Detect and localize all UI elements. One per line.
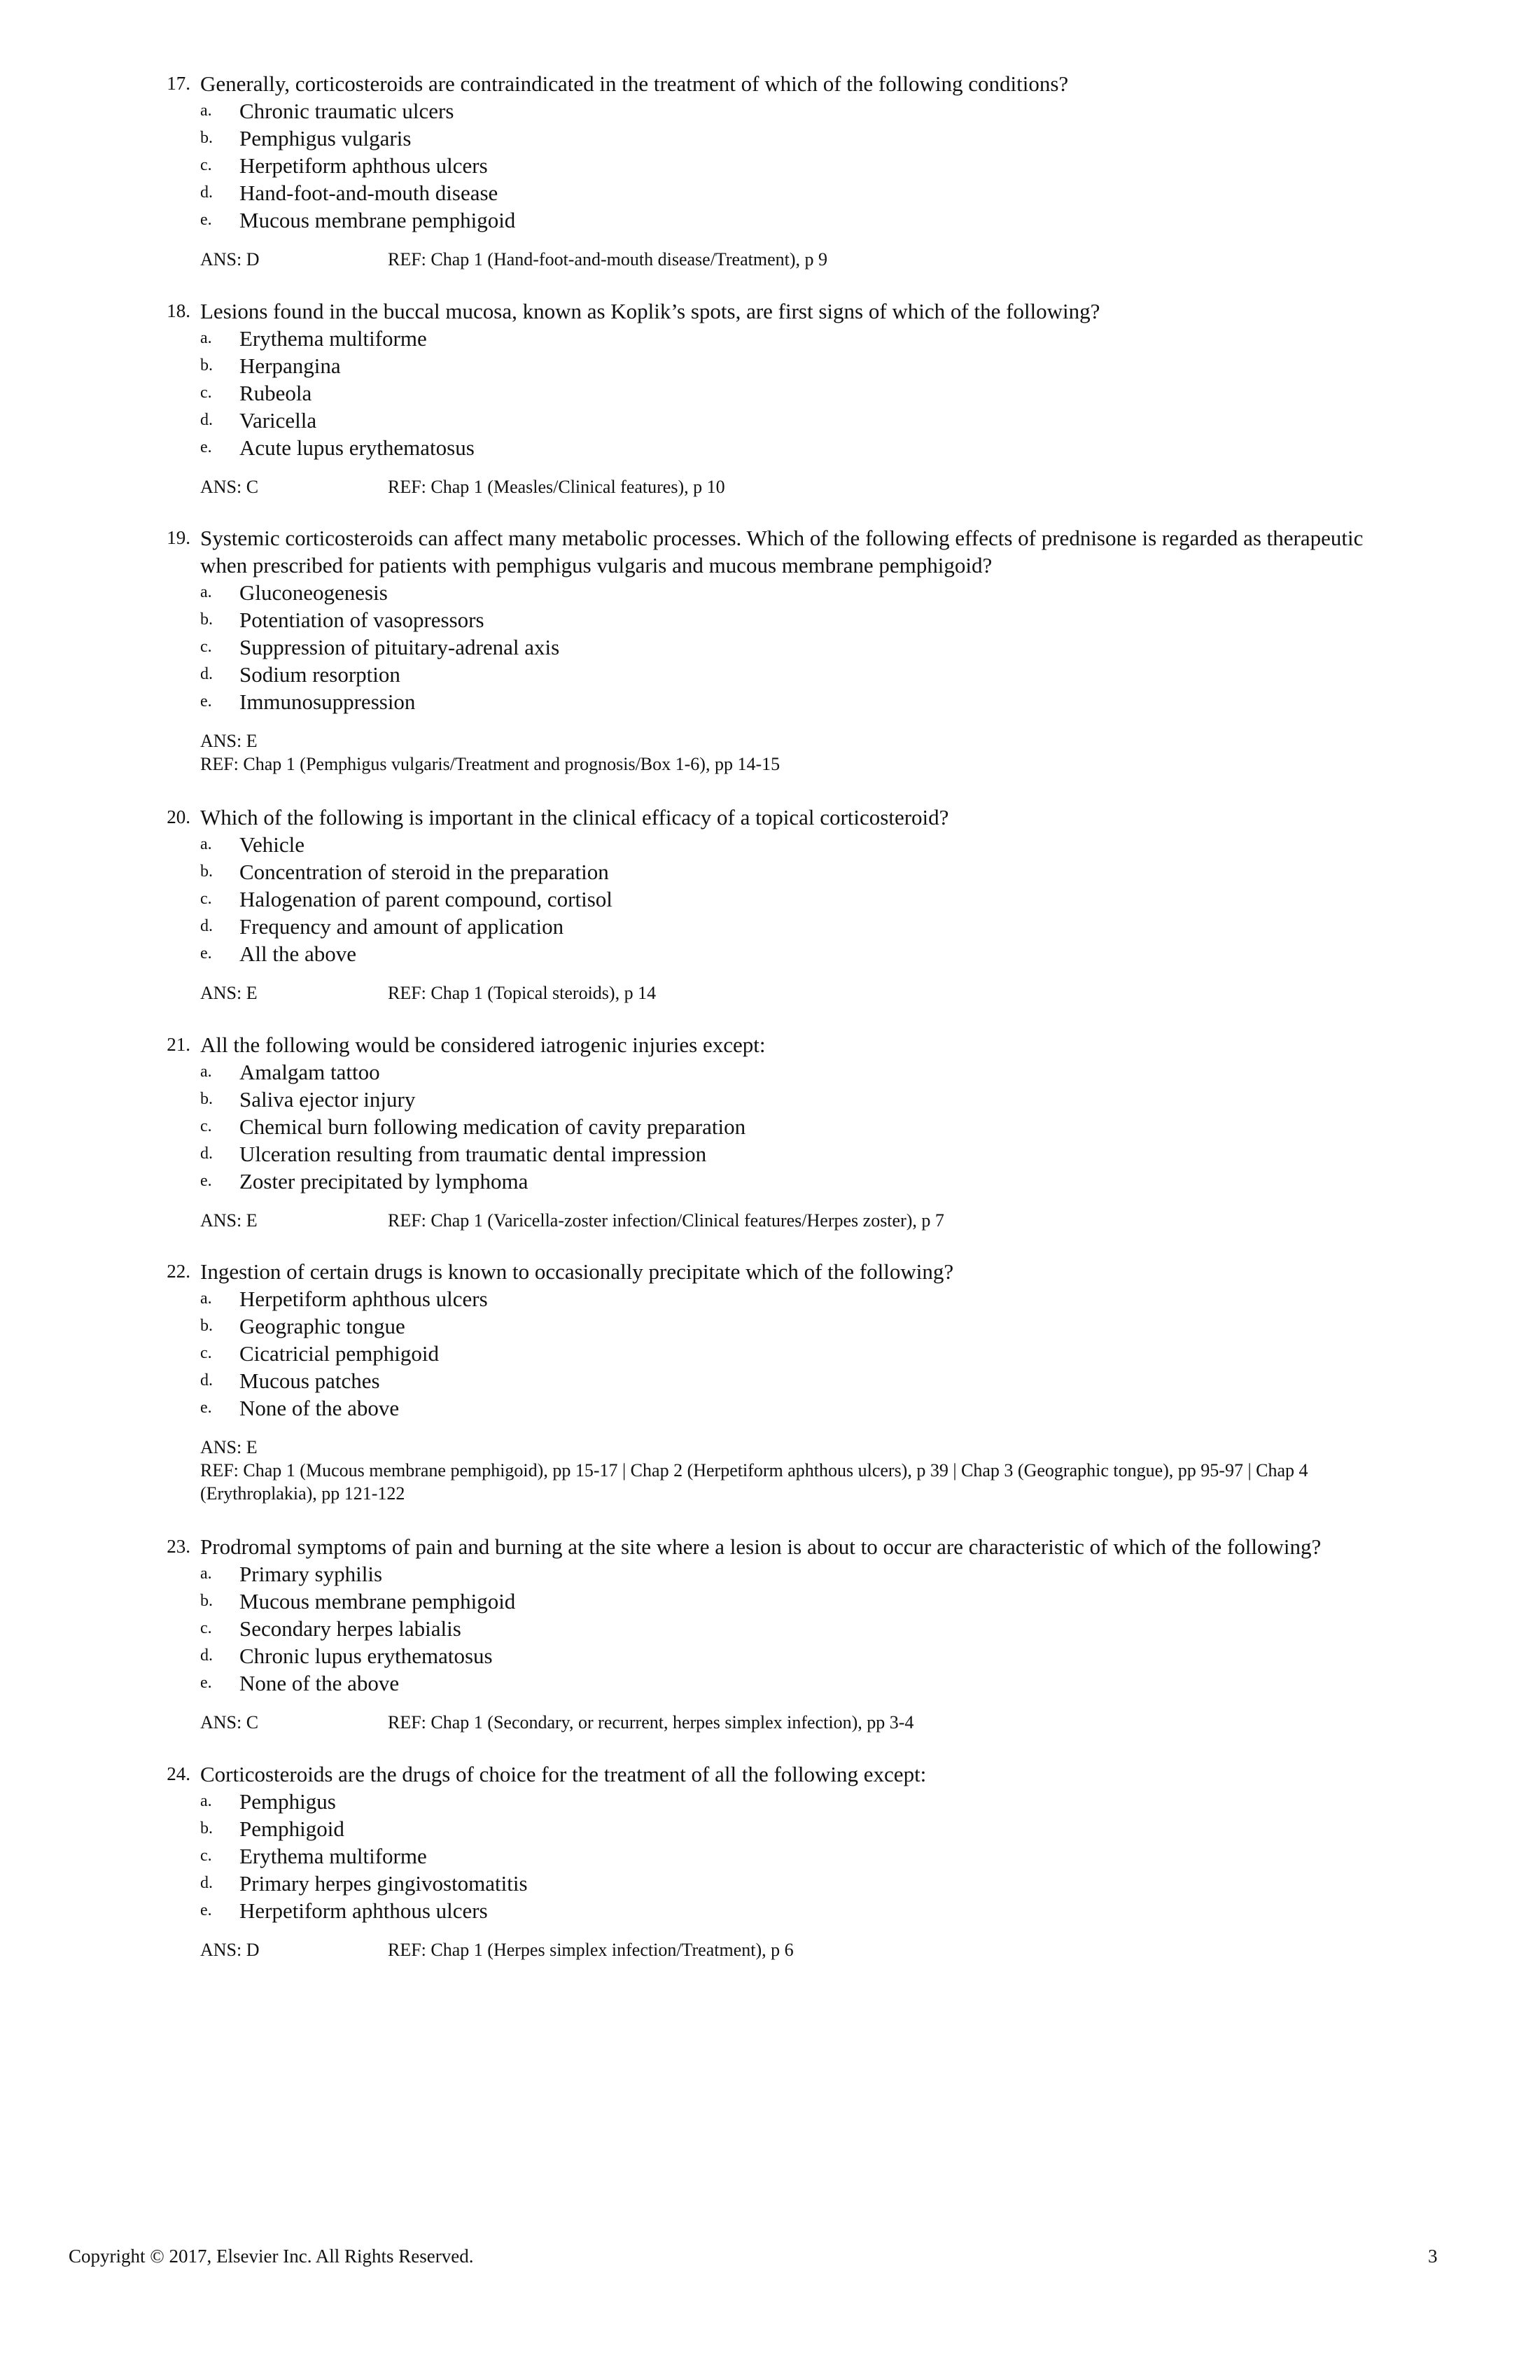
answer: ANS: E (200, 983, 258, 1003)
answer: ANS: D (200, 249, 260, 270)
reference: REF: Chap 1 (Varicella-zoster infection/Clinical features/Herpes zoster), p 7 (388, 1210, 944, 1231)
option-a: a. Vehicle (200, 832, 304, 857)
option-d: d. Sodium resorption (200, 662, 400, 687)
answer-block (155, 729, 1415, 776)
option-b: b. Mucous membrane pemphigoid (200, 1589, 516, 1614)
question-number: 23. (167, 1536, 190, 1557)
answer-line (155, 1711, 1415, 1734)
option-b: b. Herpangina (200, 354, 341, 378)
option-a: a. Pemphigus (200, 1789, 336, 1814)
answer-line (155, 1209, 1415, 1232)
answer: ANS: D (200, 1940, 260, 1960)
option-d: d. Primary herpes gingivostomatitis (200, 1871, 528, 1896)
question-23 (155, 1533, 1415, 1734)
option-e: e. Zoster precipitated by lymphoma (200, 1169, 528, 1194)
option-d: d. Frequency and amount of application (200, 914, 564, 939)
question-number: 22. (167, 1261, 190, 1282)
option-a: a. Chronic traumatic ulcers (200, 99, 454, 123)
question-18 (155, 298, 1415, 498)
question-text: Systemic corticosteroids can affect many metabolic processes. Which of the following effects of prednisone is regarded as therapeutic when prescribed for patients with pemphigus vulgaris and mucous membrane pemphigoid? (200, 526, 1364, 578)
option-c: c. Herpetiform aphthous ulcers (200, 153, 488, 178)
answer-line (155, 475, 1415, 498)
question-text: Which of the following is important in the clinical efficacy of a topical corticosteroid? (200, 805, 949, 830)
option-e: e. Herpetiform aphthous ulcers (200, 1898, 488, 1923)
question-number: 24. (167, 1763, 190, 1784)
answer: ANS: E (200, 1210, 258, 1231)
question-21 (155, 1031, 1415, 1232)
option-c: c. Rubeola (200, 381, 312, 405)
option-a: a. Amalgam tattoo (200, 1060, 380, 1084)
question-17 (155, 70, 1415, 271)
option-c: c. Cicatricial pemphigoid (200, 1341, 439, 1366)
reference: REF: Chap 1 (Measles/Clinical features), p 10 (388, 477, 725, 497)
question-22 (155, 1258, 1415, 1505)
copyright-footer: Copyright © 2017, Elsevier Inc. All Rights Reserved. (69, 2246, 474, 2267)
answer-line (155, 981, 1415, 1004)
answer: ANS: C (200, 477, 259, 497)
question-20 (155, 804, 1415, 1004)
reference: REF: Chap 1 (Topical steroids), p 14 (388, 983, 657, 1003)
option-b: b. Pemphigoid (200, 1816, 344, 1841)
option-a: a. Erythema multiforme (200, 326, 427, 351)
question-text: Corticosteroids are the drugs of choice for the treatment of all the following except: (200, 1762, 927, 1786)
question-number: 19. (167, 527, 190, 548)
option-b: b. Geographic tongue (200, 1314, 405, 1338)
answer: ANS: E (200, 1437, 258, 1457)
option-e: e. None of the above (200, 1671, 400, 1695)
option-c: c. Halogenation of parent compound, cortisol (200, 887, 612, 911)
reference: REF: Chap 1 (Hand-foot-and-mouth disease/Treatment), p 9 (388, 249, 827, 270)
question-number: 18. (167, 300, 190, 321)
option-d: d. Chronic lupus erythematosus (200, 1644, 493, 1668)
option-b: b. Concentration of steroid in the preparation (200, 860, 609, 884)
option-e: e. Immunosuppression (200, 690, 416, 714)
question-text: All the following would be considered iatrogenic injuries except: (200, 1032, 766, 1057)
question-number: 17. (167, 73, 190, 94)
question-number: 21. (167, 1034, 190, 1055)
option-d: d. Ulceration resulting from traumatic dental impression (200, 1142, 707, 1166)
option-a: a. Primary syphilis (200, 1562, 383, 1586)
question-text: Prodromal symptoms of pain and burning at the site where a lesion is about to occur are characteristic of which of the following? (200, 1534, 1322, 1559)
option-c: c. Erythema multiforme (200, 1844, 427, 1868)
question-text: Lesions found in the buccal mucosa, known as Koplik’s spots, are first signs of which of the following? (200, 299, 1100, 323)
page-number: 3 (1428, 2246, 1438, 2267)
option-b: b. Potentiation of vasopressors (200, 608, 484, 632)
reference: REF: Chap 1 (Herpes simplex infection/Treatment), p 6 (388, 1940, 794, 1960)
option-d: d. Hand-foot-and-mouth disease (200, 181, 498, 205)
answer-line (155, 248, 1415, 271)
question-24 (155, 1760, 1415, 1961)
option-d: d. Mucous patches (200, 1368, 380, 1393)
question-19 (155, 524, 1415, 776)
option-b: b. Saliva ejector injury (200, 1087, 416, 1112)
option-b: b. Pemphigus vulgaris (200, 126, 412, 150)
option-c: c. Chemical burn following medication of cavity preparation (200, 1114, 746, 1139)
option-e: e. None of the above (200, 1396, 400, 1420)
reference: REF: Chap 1 (Pemphigus vulgaris/Treatment and prognosis/Box 1-6), pp 14-15 (200, 754, 780, 774)
question-number: 20. (167, 806, 190, 827)
reference: REF: Chap 1 (Mucous membrane pemphigoid), pp 15-17 | Chap 2 (Herpetiform aphthous ulcers), p 39 | Chap 3 (Geographic tongue), pp 95-97 | Chap 4 (Erythroplakia), pp 121-122 (200, 1460, 1308, 1504)
option-e: e. Mucous membrane pemphigoid (200, 208, 516, 232)
option-e: e. Acute lupus erythematosus (200, 435, 475, 460)
question-text: Generally, corticosteroids are contraindicated in the treatment of which of the following conditions? (200, 71, 1069, 96)
option-c: c. Suppression of pituitary-adrenal axis (200, 635, 560, 659)
option-a: a. Herpetiform aphthous ulcers (200, 1287, 488, 1311)
answer-line (155, 1938, 1415, 1961)
option-d: d. Varicella (200, 408, 317, 433)
question-text: Ingestion of certain drugs is known to occasionally precipitate which of the following? (200, 1259, 954, 1284)
answer: ANS: E (200, 731, 258, 751)
option-a: a. Gluconeogenesis (200, 580, 388, 605)
answer-block (155, 1436, 1415, 1505)
option-c: c. Secondary herpes labialis (200, 1616, 461, 1641)
option-e: e. All the above (200, 941, 357, 966)
reference: REF: Chap 1 (Secondary, or recurrent, herpes simplex infection), pp 3-4 (388, 1712, 914, 1732)
answer: ANS: C (200, 1712, 259, 1732)
